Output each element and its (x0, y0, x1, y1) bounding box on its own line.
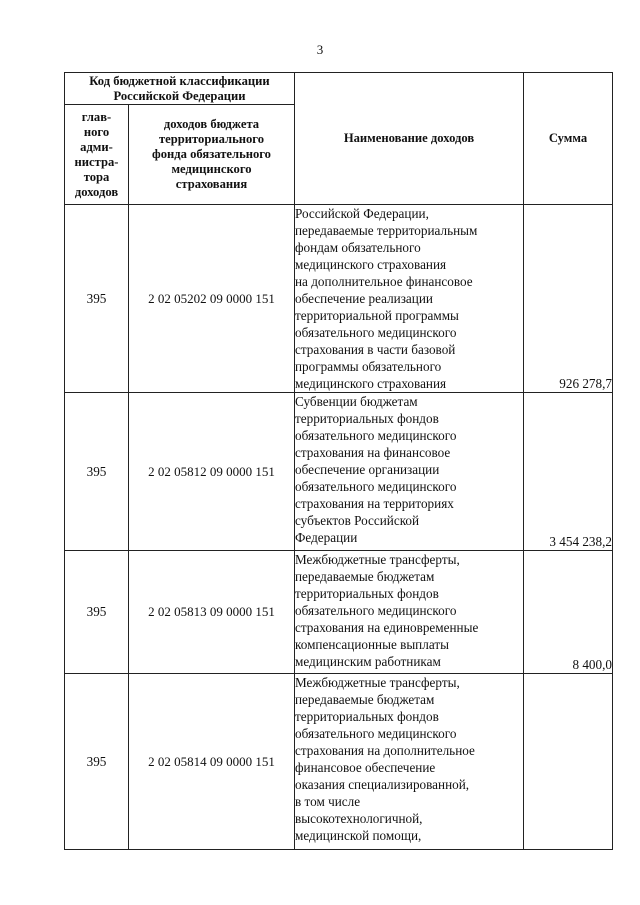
revenue-name-line: Субвенции бюджетам (295, 394, 418, 409)
revenue-name-line: Российской Федерации, (295, 206, 429, 221)
revenue-name-line: высокотехнологичной, (295, 811, 423, 826)
revenue-name-line: на дополнительное финансовое (295, 274, 473, 289)
sum-cell (524, 674, 613, 850)
revenue-name-line: в том числе (295, 794, 361, 809)
revenue-name-line: страхования на единовременные (295, 620, 479, 635)
budget-classification-table (64, 72, 613, 850)
revenue-name-line: фондам обязательного (295, 240, 421, 255)
revenue-name-line: страхования на территориях (295, 496, 454, 511)
revenue-name-line: обязательного медицинского (295, 726, 457, 741)
table-row (65, 551, 613, 674)
header-admin-line: адми- (80, 139, 113, 154)
revenue-name-line: территориальных фондов (295, 586, 439, 601)
revenue-name-line: медицинским работникам (295, 654, 441, 669)
revenue-name-line: Федерации (295, 530, 358, 545)
revenue-name-cell (295, 674, 524, 850)
sum-cell: 926 278,7 (524, 205, 613, 393)
header-revenue-line: медицинского (171, 162, 252, 176)
admin-code-cell: 395 (65, 393, 129, 551)
revenue-name-line: территориальной программы (295, 308, 459, 323)
header-revenue-line: доходов бюджета (163, 117, 260, 131)
table-row (65, 205, 613, 393)
revenue-name-line: передаваемые территориальным (295, 223, 478, 238)
revenue-name-line: Межбюджетные трансферты, (295, 552, 460, 567)
header-admin-line: доходов (74, 184, 119, 199)
revenue-name-line: обеспечение организации (295, 462, 440, 477)
header-admin-line: нистра- (74, 154, 119, 169)
admin-code-cell: 395 (65, 674, 129, 850)
revenue-name-line: передаваемые бюджетам (295, 569, 435, 584)
header-revenue-line: страхования (175, 177, 248, 191)
header-budget-classification: Код бюджетной классификации Российской Федерации (65, 73, 295, 105)
revenue-name-cell (295, 205, 524, 393)
header-revenue-name: Наименование доходов (295, 73, 524, 205)
admin-code-cell: 395 (65, 205, 129, 393)
header-admin-line: ного (83, 124, 110, 139)
page-number: 3 (316, 42, 324, 57)
revenue-name-line: страхования в части базовой (295, 342, 456, 357)
classification-code-cell: 2 02 05812 09 0000 151 (129, 393, 295, 551)
header-revenue-line: территориального (158, 132, 264, 146)
revenue-name-line: страхования на дополнительное (295, 743, 475, 758)
revenue-name-cell (295, 551, 524, 674)
revenue-name-line: финансовое обеспечение (295, 760, 436, 775)
revenue-name-line: медицинской помощи, (295, 828, 422, 843)
revenue-name-line: оказания специализированной, (295, 777, 470, 792)
revenue-name-line: страхования на финансовое (295, 445, 451, 460)
classification-code-cell: 2 02 05813 09 0000 151 (129, 551, 295, 674)
sum-cell: 8 400,0 (524, 551, 613, 674)
revenue-name-line: медицинского страхования (295, 376, 447, 391)
revenue-name-line: медицинского страхования (295, 257, 447, 272)
table-row (65, 674, 613, 850)
header-revenue-line: фонда обязательного (152, 147, 271, 161)
revenue-name-line: обязательного медицинского (295, 603, 457, 618)
revenue-name-line: территориальных фондов (295, 709, 439, 724)
classification-code-cell: 2 02 05814 09 0000 151 (129, 674, 295, 850)
sum-cell: 3 454 238,2 (524, 393, 613, 551)
header-fund-revenues (129, 105, 295, 205)
header-admin-line: глав- (81, 109, 112, 124)
revenue-name-cell (295, 393, 524, 551)
header-chief-administrator (65, 105, 129, 205)
revenue-name-line: передаваемые бюджетам (295, 692, 435, 707)
revenue-name-line: компенсационные выплаты (295, 637, 449, 652)
header-admin-line: тора (83, 169, 110, 184)
revenue-name-line: обязательного медицинского (295, 479, 457, 494)
table-row (65, 393, 613, 551)
header-sum: Сумма (524, 73, 613, 205)
classification-code-cell: 2 02 05202 09 0000 151 (129, 205, 295, 393)
revenue-name-line: территориальных фондов (295, 411, 439, 426)
revenue-name-line: обязательного медицинского (295, 428, 457, 443)
revenue-name-line: Межбюджетные трансферты, (295, 675, 460, 690)
revenue-name-line: обеспечение реализации (295, 291, 433, 306)
admin-code-cell: 395 (65, 551, 129, 674)
revenue-name-line: программы обязательного (295, 359, 442, 374)
revenue-name-line: субъектов Российской (295, 513, 420, 528)
revenue-name-line: обязательного медицинского (295, 325, 457, 340)
